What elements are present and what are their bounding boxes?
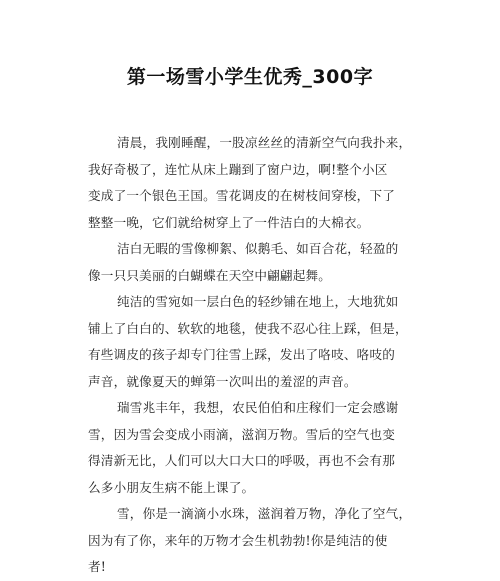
paragraph-5-line-3: 者!: [88, 559, 107, 574]
paragraph-3-line-2: 铺上了白白的、软软的地毯，使我不忍心往上踩，但是，: [88, 320, 408, 336]
essay-body: [88, 130, 420, 581]
page-title: 第一场雪小学生优秀_300字: [126, 66, 374, 88]
paragraph-1-line-1: 清晨，我刚睡醒，一股凉丝丝的清新空气向我扑来，: [117, 135, 412, 150]
paragraph-4-line-1: 瑞雪兆丰年，我想，农民伯伯和庄稼们一定会感谢: [117, 400, 399, 415]
paragraph-4-line-4: 么多小朋友生病不能上课了。: [88, 479, 255, 495]
paragraph-5-line-1: 雪，你是一滴滴小水珠，滋润着万物，净化了空气，: [117, 506, 412, 521]
paragraph-3-line-3: 有些调皮的孩子却专门往雪上踩，发出了咯吱、咯吱的: [88, 347, 396, 362]
paragraph-3-line-1: 纯洁的雪宛如一层白色的轻纱铺在地上，大地犹如: [117, 294, 399, 309]
paragraph-4-line-2: 雪，因为雪会变成小雨滴，滋润万物。雪后的空气也变: [88, 426, 396, 442]
paragraph-4-line-3: 得清新无比，人们可以大口大口的呼吸，再也不会有那: [88, 453, 396, 468]
paragraph-3-line-4: 声音，就像夏天的蝉第一次叫出的羞涩的声音。: [88, 373, 357, 389]
paragraph-2-line-1: 洁白无暇的雪像柳絮、似鹅毛、如百合花，轻盈的: [117, 241, 399, 256]
paragraph-1-line-3: 变成了一个银色王国。雪花调皮的在树枝间穿梭，下了: [88, 188, 396, 203]
paragraph-1-line-4: 整整一晚，它们就给树穿上了一件洁白的大棉衣。: [88, 214, 370, 230]
paragraph-2-line-2: 像一只只美丽的白蝴蝶在天空中翩翩起舞。: [88, 267, 332, 283]
paragraph-1-line-2: 我好奇极了，连忙从床上蹦到了窗户边，啊!整个小区: [88, 161, 388, 177]
paragraph-5-line-2: 因为有了你，来年的万物才会生机勃勃!你是纯洁的使: [88, 532, 388, 548]
